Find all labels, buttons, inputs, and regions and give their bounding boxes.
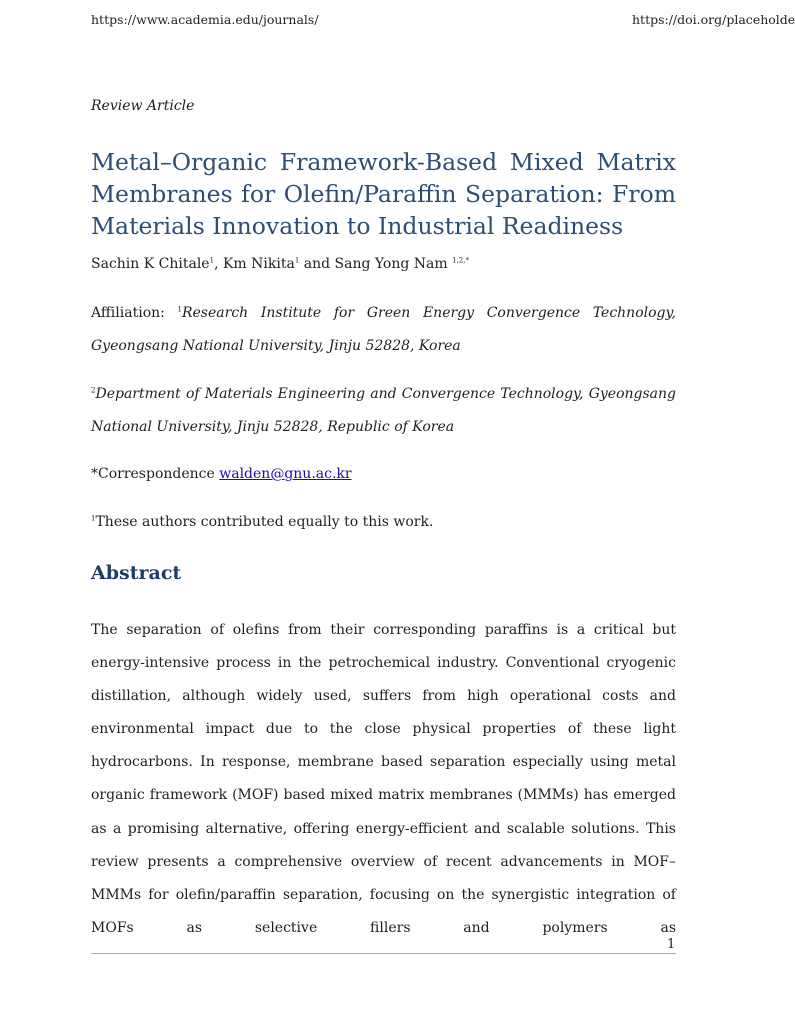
note-text: These authors contributed equally to this work. bbox=[95, 514, 434, 530]
author-affiliation-mark: 1 bbox=[294, 256, 300, 265]
affiliation-1 bbox=[91, 297, 676, 363]
affiliation-2-text: Department of Materials Engineering and Convergence Technology, Gyeongsang National University, Jinju 52828, Republic of Korea bbox=[91, 386, 676, 435]
author-affiliation-mark: 1 bbox=[209, 256, 215, 265]
author-name: Km Nikita bbox=[222, 256, 295, 272]
correspondence-label: *Correspondence bbox=[91, 466, 220, 482]
abstract-text: The separation of olefins from their corresponding paraffins is a critical but energy-intensive process in the petrochemical industry. Conventional cryogenic distillation, although widely used, suffers from high operational costs and environmental impact due to the close physical properties of these light hydrocarbons. In response, membrane based separation especially using metal organic framework (MOF) based mixed matrix membranes (MMMs) has emerged as a promising alternative, offering energy-efficient and scalable solutions. This review presents a comprehensive overview of recent advancements in MOF–MMMs for olefin/paraffin separation, focusing on the synergistic integration of MOFs as selective fillers and polymers as bbox=[91, 622, 676, 936]
author-affiliation-mark: 1,2,* bbox=[452, 256, 469, 265]
correspondence bbox=[91, 466, 352, 482]
affiliation-mark: 1 bbox=[177, 305, 182, 314]
page-number: 1 bbox=[667, 937, 676, 952]
affiliation-label: Affiliation: bbox=[91, 305, 178, 321]
header-doi-url: https://doi.org/placeholde bbox=[632, 12, 795, 27]
note-mark: 1 bbox=[91, 514, 96, 523]
footer-rule bbox=[91, 953, 676, 954]
author-conjunction: and bbox=[299, 256, 335, 272]
affiliation-mark: 2 bbox=[91, 386, 96, 395]
affiliation-1-text: Research Institute for Green Energy Convergence Technology, Gyeongsang National University, Jinju 52828, Korea bbox=[91, 305, 676, 354]
abstract-heading: Abstract bbox=[91, 562, 182, 584]
author-name: Sang Yong Nam bbox=[334, 256, 448, 272]
article-type-label: Review Article bbox=[91, 98, 195, 114]
affiliation-2 bbox=[91, 378, 676, 444]
header-journal-url: https://www.academia.edu/journals/ bbox=[91, 12, 319, 27]
author-separator: , bbox=[214, 256, 223, 272]
author-list bbox=[91, 256, 469, 272]
correspondence-email-link[interactable]: walden@gnu.ac.kr bbox=[219, 466, 352, 482]
author-name: Sachin K Chitale bbox=[91, 256, 210, 272]
equal-contribution-note bbox=[91, 514, 433, 530]
paper-title: Metal–Organic Framework-Based Mixed Matrix Membranes for Olefin/Paraffin Separation: From Materials Innovation to Industrial Readiness bbox=[91, 148, 676, 240]
